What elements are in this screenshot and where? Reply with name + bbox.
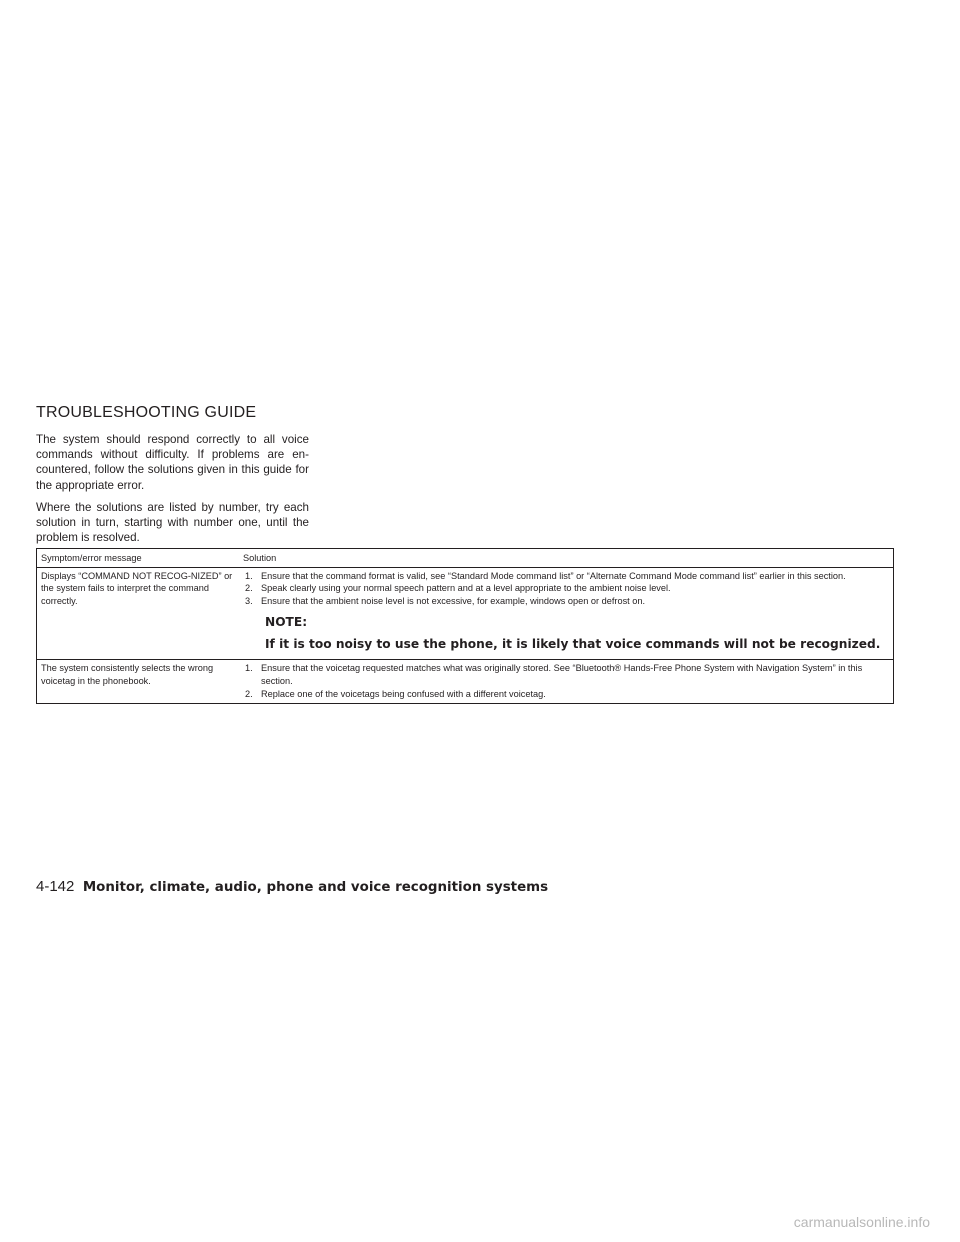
page-footer xyxy=(36,878,548,895)
troubleshooting-table xyxy=(36,548,894,704)
table-row xyxy=(37,660,894,704)
table-header-row xyxy=(37,549,894,568)
table-row xyxy=(37,567,894,660)
note-label: NOTE: xyxy=(265,615,308,630)
step-number: 2. xyxy=(245,583,253,594)
step-number: 1. xyxy=(245,570,253,581)
intro-paragraph-2: Where the solutions are listed by number, try each solution in turn, starting with number one, until the problem is resolved. xyxy=(36,500,309,545)
step-text: Replace one of the voicetags being confused with a different voicetag. xyxy=(261,688,546,699)
solution-step xyxy=(243,582,889,595)
note-box xyxy=(243,607,889,656)
symptom-cell: The system consistently selects the wrong voicetag in the phonebook. xyxy=(37,660,238,704)
step-number: 1. xyxy=(245,663,253,674)
note-text: If it is too noisy to use the phone, it is likely that voice commands will not be recognized. xyxy=(265,637,881,652)
solution-step xyxy=(243,570,889,583)
step-text: Ensure that the ambient noise level is not excessive, for example, windows open or defrost on. xyxy=(261,595,646,606)
step-text: Speak clearly using your normal speech pattern and at a level appropriate to the ambient noise level. xyxy=(261,583,671,594)
solution-step xyxy=(243,595,889,608)
chapter-title: Monitor, climate, audio, phone and voice recognition systems xyxy=(82,880,549,895)
section-heading: TROUBLESHOOTING GUIDE xyxy=(36,404,257,421)
solution-cell xyxy=(237,660,894,704)
watermark: carmanualsonline.info xyxy=(793,1214,930,1230)
header-symptom: Symptom/error message xyxy=(37,549,238,568)
header-solution: Solution xyxy=(237,549,894,568)
intro-paragraph-1: The system should respond correctly to all voice commands without difficulty. If problems are en-countered, follow the solutions given in this guide for the appropriate error. xyxy=(36,433,309,492)
solution-step xyxy=(243,662,889,687)
page-number: 4-142 xyxy=(36,878,75,895)
step-text: Ensure that the command format is valid, see “Standard Mode command list” or “Alternate Command Mode command list” earlier in this section. xyxy=(261,570,846,581)
solution-step xyxy=(243,688,889,701)
symptom-cell: Displays “COMMAND NOT RECOG-NIZED” or the system fails to interpret the command correctly. xyxy=(37,567,238,660)
step-number: 2. xyxy=(245,688,253,699)
solution-cell xyxy=(237,567,894,660)
step-number: 3. xyxy=(245,595,253,606)
intro-text xyxy=(36,432,309,552)
solution-steps xyxy=(243,570,889,608)
step-text: Ensure that the voicetag requested matches what was originally stored. See “Bluetooth® Hands-Free Phone System with Navigation System” in this section. xyxy=(261,663,863,686)
solution-steps xyxy=(243,662,889,700)
